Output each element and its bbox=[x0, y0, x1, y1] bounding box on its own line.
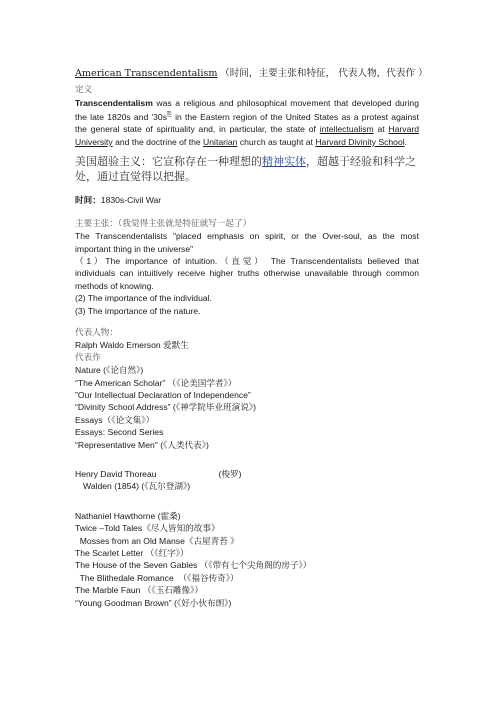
ideas-heading: 主要主张：（我觉得主张就是特征就写一起了） bbox=[75, 218, 252, 229]
ideas-intro: The Transcendentalists "placed emphasis on spirit, or the Over-soul, as the most important thing in the universe" bbox=[75, 231, 419, 254]
ideas-point-1: （1）The importance of intuition.（直觉） The Transcendentalists believed that individuals can intuitively receive higher truths otherwise unavailable through common methods of knowing. bbox=[75, 255, 419, 291]
ideas-point-3: (3) The importance of the nature. bbox=[75, 305, 201, 316]
ideas-point-2: (2) The importance of the individual. bbox=[75, 293, 212, 304]
link-unitarian[interactable]: Unitarian bbox=[203, 136, 238, 147]
hawthorne-work: Twice –Told Tales《尽人皆知的故事》 bbox=[75, 523, 220, 534]
rep-emerson: Ralph Waldo Emerson 爱默生 bbox=[75, 340, 189, 351]
thoreau-work: Walden (1854) (《瓦尔登湖》) bbox=[83, 481, 191, 492]
document-title bbox=[75, 68, 428, 80]
emerson-work: ”Our Intellectual Declaration of Independence” bbox=[75, 389, 251, 400]
link-intellectualism[interactable]: intellectualism bbox=[319, 124, 374, 135]
definition-term: Transcendentalism bbox=[75, 97, 153, 108]
hawthorne-work: The Marble Faun （《玉石雕像》） bbox=[75, 585, 203, 596]
document-page bbox=[75, 68, 428, 609]
definition-paragraph: Transcendentalism was a religious and philosophical movement that developed during the late 1820s and '30s⎘ in the Eastern region of the United States as a protest against the general state of spirituality and, in particular, the state of intellectualism at Harvard University and the doctrine of the Unitarian church as taught at Harvard Divinity School. bbox=[75, 97, 419, 147]
emerson-work: Essays（《论文集》） bbox=[75, 414, 155, 425]
hawthorne-work: The House of the Seven Gables （《带有七个尖角阁的房子》） bbox=[75, 560, 312, 571]
time-row bbox=[75, 194, 419, 207]
emerson-work: “Representative Men" (《人类代表》) bbox=[75, 439, 209, 450]
hawthorne-work: The Scarlet Letter （《红字》） bbox=[75, 548, 189, 559]
time-label: 时间： bbox=[75, 196, 101, 207]
emerson-work: “The American Scholar” （《论美国学者》） bbox=[75, 377, 237, 388]
hawthorne-work: “Young Goodman Brown” (《好小伙布朗》) bbox=[75, 597, 232, 608]
link-harvard-divinity-school[interactable]: Harvard Divinity School bbox=[315, 136, 405, 147]
reps-heading: 代表人物： bbox=[75, 327, 118, 338]
emerson-work: Nature (《论自然》) bbox=[75, 365, 144, 376]
definition-heading: 定义 bbox=[75, 85, 93, 96]
time-value: 1830s-Civil War bbox=[100, 195, 162, 206]
link-spirit-entity[interactable]: 精神实体 bbox=[262, 155, 306, 169]
works-heading: 代表作 bbox=[75, 352, 101, 363]
definition-chinese: 美国超验主义：它宣称存在一种理想的精神实体，超越于经验和科学之处，通过直觉得以把握。 bbox=[75, 155, 416, 184]
emerson-work: Essays: Second Series bbox=[75, 427, 164, 438]
link-icon[interactable]: ⎘ bbox=[167, 112, 172, 119]
rep-thoreau: Henry David Thoreau (梭罗) bbox=[75, 469, 242, 480]
rep-hawthorne: Nathaniel Hawthorne (霍桑) bbox=[75, 510, 181, 521]
title-main: American Transcendentalism bbox=[75, 68, 218, 79]
hawthorne-work: Mosses from an Old Manse《古屋青苔 》 bbox=[75, 535, 239, 546]
link-harvard-university[interactable]: Harvard University bbox=[75, 124, 419, 147]
emerson-work: “Divinity School Address” (《神学院毕业班演说》) bbox=[75, 402, 256, 413]
title-sub: （时间，主要主张和特征， 代表人物，代表作 ） bbox=[220, 68, 428, 79]
hawthorne-work: The Blithedale Romance （《福谷传奇》） bbox=[75, 572, 239, 583]
